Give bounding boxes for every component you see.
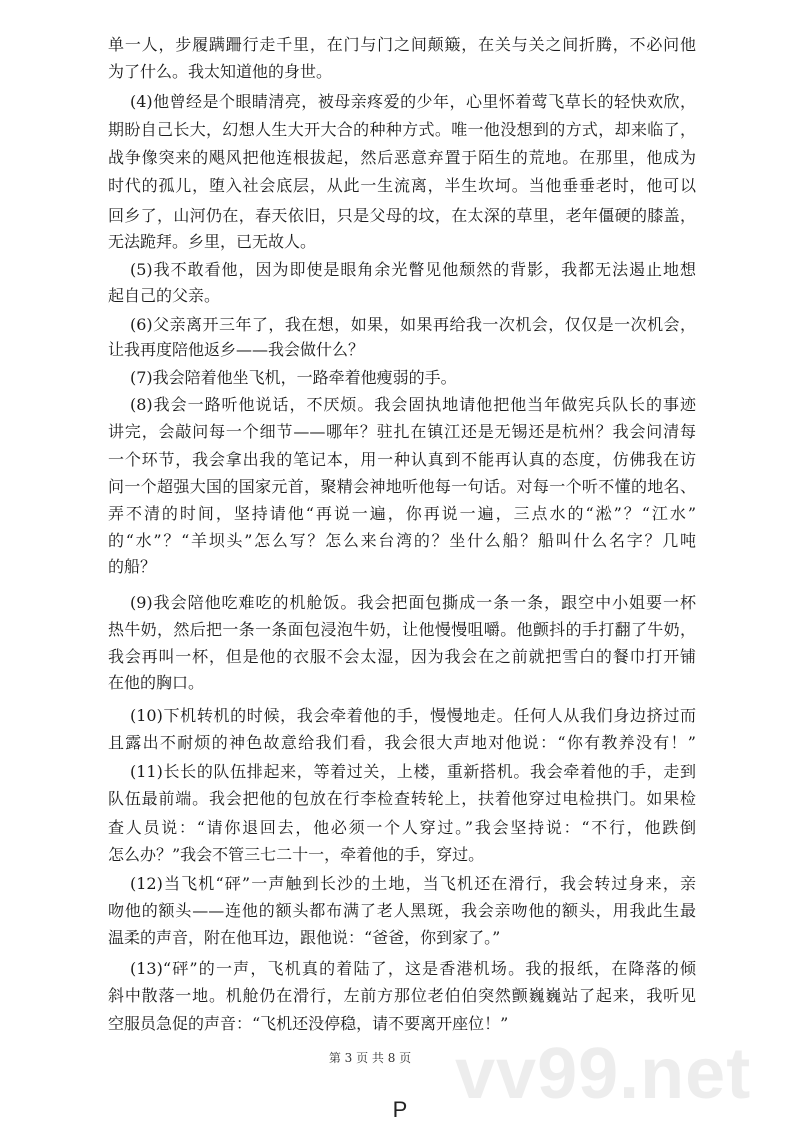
text-line: 一个环节，我会拿出我的笔记本，用一种认真到不能再认真的态度，仿佛我在访 bbox=[108, 450, 696, 469]
text-line: 怎么办？”我会不管三七二十一，牵着他的手，穿过。 bbox=[108, 845, 485, 864]
paragraph-7: (7)我会陪着他坐飞机，一路牵着他瘦弱的手。 bbox=[130, 368, 457, 387]
text-line: 的船？ bbox=[108, 557, 157, 576]
text-line: 讲完，会敲问每一个细节——哪年？驻扎在镇江还是无锡还是杭州？我会问清每 bbox=[108, 422, 696, 441]
paragraph-9-start: (9)我会陪他吃难吃的机舱饭。我会把面包撕成一条一条，跟空中小姐要一杯 bbox=[130, 593, 696, 612]
text-line: 战争像突来的飓风把他连根拔起，然后恶意弃置于陌生的荒地。在那里，他成为 bbox=[108, 148, 696, 167]
text-line: 单一人，步履蹒跚行走千里，在门与门之间颠簸，在关与关之间折腾，不必问他 bbox=[108, 35, 696, 54]
text-line: 且露出不耐烦的神色故意给我们看，我会很大声地对他说：“你有教养没有！” bbox=[108, 733, 696, 752]
text-line: 弄不清的时间，坚持请他“再说一遍，你再说一遍，三点水的“淞”？“江水” bbox=[108, 504, 696, 523]
page-mark: P bbox=[392, 1097, 408, 1122]
text-line: 让我再度陪他返乡——我会做什么？ bbox=[108, 340, 365, 359]
text-line: 空服员急促的声音：“飞机还没停稳，请不要离开座位！” bbox=[108, 1014, 509, 1033]
text-line: 期盼自己长大，幻想人生大开大合的种种方式。唯一他没想到的方式，却来临了， bbox=[108, 120, 696, 139]
text-line: 起自己的父亲。 bbox=[108, 286, 221, 305]
text-line: 我会再叫一杯，但是他的衣服不会太湿，因为我会在之前就把雪白的餐巾打开铺 bbox=[108, 647, 696, 666]
paragraph-8-start: (8)我会一路听他说话，不厌烦。我会固执地请他把他当年做宪兵队长的事迹 bbox=[130, 395, 696, 414]
text-line: 队伍最前端。我会把他的包放在行李检查转轮上，扶着他穿过电检拱门。如果检 bbox=[108, 789, 696, 808]
text-line: 问一个超强大国的国家元首，聚精会神地听他每一句话。对每一个听不懂的地名、 bbox=[108, 477, 696, 496]
text-line: 回乡了，山河仍在，春天依旧，只是父母的坟，在太深的草里，老年僵硬的膝盖， bbox=[108, 206, 696, 225]
text-line: 的“水”？“羊坝头”怎么写？怎么来台湾的？坐什么船？船叫什么名字？几吨 bbox=[108, 531, 696, 550]
paragraph-10-start: (10)下机转机的时候，我会牵着他的手，慢慢地走。任何人从我们身边挤过而 bbox=[130, 706, 696, 725]
paragraph-12-start: (12)当飞机“砰”一声触到长沙的土地，当飞机还在滑行，我会转过身来，亲 bbox=[130, 874, 696, 893]
paragraph-6-start: (6)父亲离开三年了，我在想，如果，如果再给我一次机会，仅仅是一次机会， bbox=[130, 315, 696, 334]
text-line: 时代的孤儿，堕入社会底层，从此一生流离，半生坎坷。当他垂垂老时，他可以 bbox=[108, 176, 696, 195]
paragraph-11-start: (11)长长的队伍排起来，等着过关，上楼，重新搭机。我会牵着他的手，走到 bbox=[130, 762, 696, 781]
paragraph-13-start: (13)“砰”的一声，飞机真的着陆了，这是香港机场。我的报纸，在降落的倾 bbox=[130, 959, 696, 978]
watermark: vv99.net bbox=[455, 1034, 752, 1114]
paragraph-4-start: (4)他曾经是个眼睛清亮，被母亲疼爱的少年，心里怀着莺飞草长的轻快欢欣， bbox=[130, 92, 696, 111]
text-line: 热牛奶，然后把一条一条面包浸泡牛奶，让他慢慢咀嚼。他颤抖的手打翻了牛奶， bbox=[108, 620, 696, 639]
text-line: 温柔的声音，附在他耳边，跟他说：“爸爸，你到家了。” bbox=[108, 928, 501, 947]
paragraph-5-start: (5)我不敢看他，因为即使是眼角余光瞥见他颓然的背影，我都无法遏止地想 bbox=[130, 260, 696, 279]
text-line: 斜中散落一地。机舱仍在滑行，左前方那位老伯伯突然颤巍巍站了起来，我听见 bbox=[108, 986, 696, 1005]
text-line: 为了什么。我太知道他的身世。 bbox=[108, 62, 333, 81]
page-number-footer: 第 3 页 共 8 页 bbox=[328, 1051, 412, 1065]
text-line: 无法跪拜。乡里，已无故人。 bbox=[108, 232, 317, 251]
text-line: 查人员说：“请你退回去，他必须一个人穿过。”我会坚持说：“不行，他跌倒 bbox=[108, 818, 696, 837]
text-line: 吻他的额头——连他的额头都布满了老人黑斑，我会亲吻他的额头，用我此生最 bbox=[108, 901, 696, 920]
text-line: 在他的胸口。 bbox=[108, 673, 205, 692]
